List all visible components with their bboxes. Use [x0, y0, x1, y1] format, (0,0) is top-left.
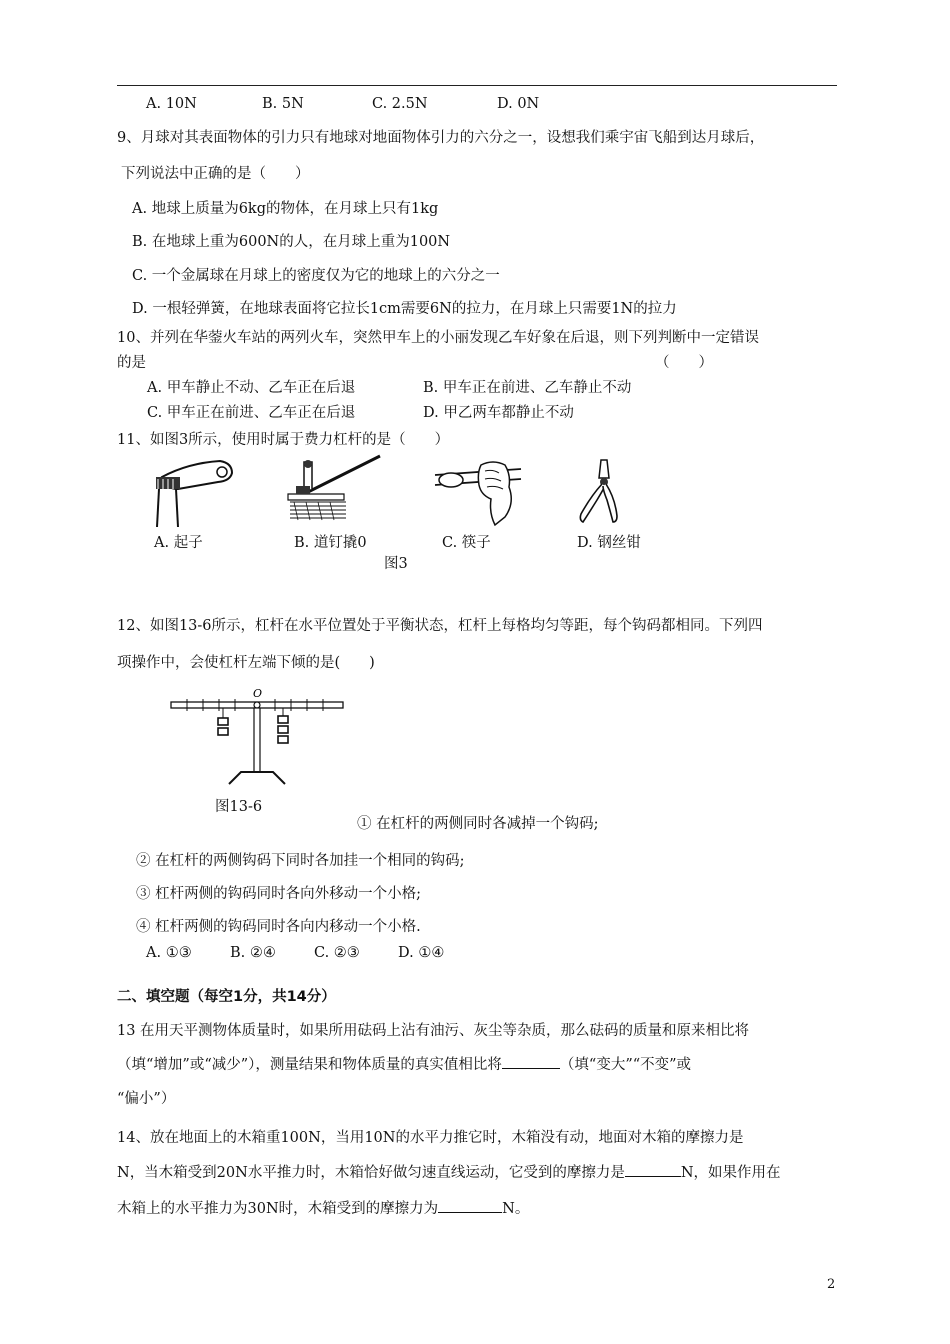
q13-line2-part-b: （填“变大”“不变”或: [559, 1057, 692, 1073]
q9-option-b: B. 在地球上重为600N的人，在月球上重为100N: [132, 234, 451, 250]
section-2-title: 二、填空题（每空1分，共14分）: [117, 989, 336, 1005]
q13-line1: 13 在用天平测物体质量时，如果所用砝码上沾有油污、灰尘等杂质，那么砝码的质量和原来相比将: [117, 1023, 750, 1039]
figure-3-label: 图3: [384, 556, 408, 572]
q14-line3-part-a: 木箱上的水平推力为30N时，木箱受到的摩擦力为: [117, 1201, 439, 1217]
pliers-figure: [575, 456, 635, 528]
q14-blank-2[interactable]: [438, 1198, 502, 1213]
q8-option-a: A. 10N: [146, 96, 197, 112]
q12-item-2: ② 在杠杆的两侧钩码下同时各加挂一个相同的钩码;: [136, 853, 465, 869]
q11-caption-b: B. 道钉撬0: [294, 535, 367, 551]
q11-stem: 11、如图3所示，使用时属于费力杠杆的是（ ）: [117, 432, 450, 448]
q9-option-a: A. 地球上质量为6kg的物体，在月球上只有1kg: [132, 201, 439, 217]
q14-line2: [117, 1161, 781, 1182]
q12-item-4: ④ 杠杆两侧的钩码同时各向内移动一个小格.: [136, 919, 421, 935]
page-number: 2: [827, 1277, 836, 1292]
q9-option-d: D. 一根轻弹簧，在地球表面将它拉长1cm需要6N的拉力，在月球上只需要1N的拉力: [132, 301, 677, 317]
q12-item-1: ① 在杠杆的两侧同时各减掉一个钩码;: [357, 816, 599, 832]
q10-option-a: A. 甲车静止不动、乙车正在后退: [147, 380, 356, 396]
q10-option-d: D. 甲乙两车都静止不动: [423, 405, 574, 421]
q14-line2-part-b: N，如果作用在: [680, 1165, 781, 1181]
q13-line2-part-a: （填“增加”或“减少”），测量结果和物体质量的真实值相比将: [117, 1057, 502, 1073]
q12-item-3: ③ 杠杆两侧的钩码同时各向外移动一个小格;: [136, 886, 421, 902]
q13-line3: “偏小”）: [117, 1091, 176, 1107]
q13-line2: [117, 1053, 691, 1074]
q11-caption-d: D. 钢丝钳: [577, 535, 641, 551]
q13-blank[interactable]: [502, 1054, 560, 1069]
bottle-opener-figure: [148, 455, 238, 530]
q12-option-a: A. ①③: [146, 945, 192, 961]
q10-option-b: B. 甲车正在前进、乙车静止不动: [423, 380, 632, 396]
q14-line2-part-a: N，当木箱受到20N水平推力时，木箱恰好做匀速直线运动，它受到的摩擦力是: [117, 1165, 625, 1181]
q8-option-b: B. 5N: [262, 96, 304, 112]
q10-option-c: C. 甲车正在前进、乙车正在后退: [147, 405, 356, 421]
q8-option-c: C. 2.5N: [372, 96, 428, 112]
q12-option-b: B. ②④: [230, 945, 276, 961]
q9-stem-line1: 9、月球对其表面物体的引力只有地球对地面物体引力的六分之一，设想我们乘宇宙飞船到达月球后，: [117, 130, 765, 146]
q14-line3-part-b: N。: [502, 1201, 530, 1217]
q9-stem-line2: 下列说法中正确的是（ ）: [121, 166, 310, 182]
crowbar-figure: [284, 450, 384, 530]
q11-caption-a: A. 起子: [154, 535, 203, 551]
q9-option-c: C. 一个金属球在月球上的密度仅为它的地球上的六分之一: [132, 268, 500, 284]
q12-stem-line2: 项操作中，会使杠杆左端下倾的是( ): [117, 655, 375, 671]
q14-line1: 14、放在地面上的木箱重100N，当用10N的水平力推它时，木箱没有动，地面对木箱的摩擦力是: [117, 1130, 744, 1146]
header-rule: [117, 85, 837, 86]
q14-blank-1[interactable]: [625, 1162, 681, 1177]
fulcrum-label: O: [253, 687, 263, 700]
q12-option-d: D. ①④: [398, 945, 445, 961]
q10-answer-paren: （ ）: [655, 355, 713, 371]
q12-option-c: C. ②③: [314, 945, 360, 961]
figure-13-6-label: 图13-6: [215, 799, 263, 815]
lever-balance-figure: [165, 684, 350, 789]
q8-option-d: D. 0N: [497, 96, 540, 112]
q12-stem-line1: 12、如图13-6所示，杠杆在水平位置处于平衡状态，杠杆上每格均匀等距，每个钩码都相同。下列四: [117, 618, 763, 634]
q10-stem-line2: 的是: [117, 355, 146, 371]
q10-stem-line1: 10、并列在华蓥火车站的两列火车，突然甲车上的小丽发现乙车好象在后退，则下列判断中一定错误: [117, 330, 759, 346]
q14-line3: [117, 1197, 529, 1218]
chopsticks-figure: [433, 455, 523, 530]
q11-caption-c: C. 筷子: [442, 535, 491, 551]
